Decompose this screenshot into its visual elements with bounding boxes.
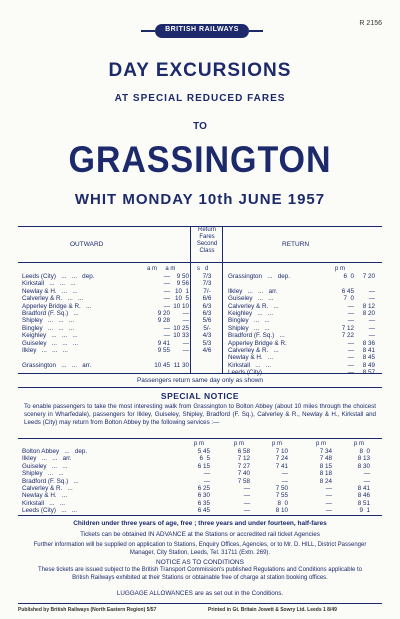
fare-value: 4/6 — [202, 347, 212, 355]
service-units: p m — [272, 441, 283, 447]
return-time: — — [347, 369, 354, 377]
fare-value: 6/3 — [202, 302, 212, 310]
outward-header: OUTWARD — [70, 241, 104, 248]
outward-station: Bingley ... ... ... — [22, 324, 75, 332]
fares-header-line: Return — [197, 227, 216, 233]
subtitle-reduced-fares: AT SPECIAL REDUCED FARES — [114, 93, 286, 104]
service-time: 6 25 — [197, 485, 210, 493]
return-stations — [228, 273, 290, 377]
printer-line: Printed in Gt. Britain Jowett & Sowry Ltd. Leeds 1 8/49 — [208, 607, 337, 613]
return-time: — — [368, 317, 375, 325]
fares-header-line: Fares — [199, 234, 215, 240]
return-time: 8 41 — [362, 347, 375, 355]
service-time: 9 1 — [359, 507, 370, 515]
service-time: 7 27 — [237, 462, 250, 470]
return-time: 8 49 — [362, 361, 375, 369]
fares-column — [194, 273, 220, 369]
outward-time: — — [182, 347, 189, 355]
return-station: Kirkstall ... ... — [228, 361, 272, 369]
return-station: Calverley & R. ... — [228, 302, 279, 310]
service-time: — — [281, 470, 288, 478]
outward-time: 9 20 — [157, 310, 170, 318]
return-time: — — [347, 354, 354, 362]
return-station: Bradford (F. Sq.) ... — [228, 332, 285, 340]
services-top-rule — [18, 438, 382, 439]
outward-time: — — [182, 317, 189, 325]
fare-value — [194, 354, 220, 361]
outward-station: Ilkley ... ... ... — [22, 347, 68, 355]
service-time: 6 45 — [197, 507, 210, 515]
services-bottom-rule — [18, 515, 382, 516]
fare-value: 5/6 — [202, 317, 212, 325]
luggage-note: LUGGAGE ALLOWANCES are as set out in the Conditions. — [116, 590, 284, 597]
outward-times-1 — [152, 273, 170, 369]
conditions-text: These tickets are issued subject to the British Transport Commission's published Regulations and Conditions applicable to British Railways exhibited at their Stations or obtainable free of charge at station booking offices. — [38, 567, 362, 581]
notice-station: Ilkley ... ... arr. — [22, 455, 72, 463]
return-time — [336, 280, 354, 287]
return-station: Keighley ... ... — [228, 310, 274, 318]
notice-top-rule — [18, 387, 382, 388]
return-station: Calverley & R. ... — [228, 347, 279, 355]
service-time: — — [363, 477, 370, 485]
table-bottom-rule — [18, 373, 382, 374]
return-time: — — [347, 361, 354, 369]
service-time: — — [325, 485, 332, 493]
notice-stations — [22, 448, 87, 515]
outward-stations — [22, 273, 94, 369]
return-time: 6 0 — [343, 273, 354, 280]
notice-station: Leeds (City) ... ... — [22, 507, 77, 515]
outward-time: — — [163, 295, 170, 303]
outward-time: — — [163, 324, 170, 332]
notice-station: Kirkstall ... ... — [22, 499, 66, 507]
return-time: — — [347, 310, 354, 318]
service-time: 7 24 — [275, 455, 288, 463]
service-time: — — [203, 470, 210, 478]
table-header-rule — [18, 262, 382, 263]
service-column — [192, 448, 210, 515]
conditions-title: NOTICE AS TO CONDITIONS — [156, 559, 244, 566]
excursion-date: WHIT MONDAY 10th JUNE 1957 — [74, 191, 326, 208]
return-station: Apperley Bridge & R. — [228, 339, 287, 347]
outward-station: Calverley & R. ... ... — [22, 295, 84, 303]
title-day-excursions: DAY EXCURSIONS — [108, 60, 292, 81]
outward-station: Grassington ... ... arr. — [22, 361, 92, 369]
return-time: 8 12 — [362, 302, 375, 310]
children-note: Children under three years of age, free ; three years and under fourteen, half-fares — [73, 520, 327, 527]
return-time: — — [368, 295, 375, 303]
fare-value: 6/6 — [202, 295, 212, 303]
service-time: 8 41 — [357, 485, 370, 493]
column-divider — [222, 226, 223, 373]
service-time: 7 12 — [237, 455, 250, 463]
special-notice-text: To enable passengers to take the most interesting walk from Grassington to Bolton Abbey (about 10 miles through the choicest scenery in Wharfedale), passengers for Ilkley, Guiseley, Shipley, Bradford (F. Sq.), Calverley & R., Newlay & H., Kirkstall and Leeds (City) may return from Bolton Abbey by the following services :— — [24, 403, 376, 427]
service-time: 8 15 — [319, 462, 332, 470]
publisher-line: Published by British Railways (North Eastern Region) 5/57 — [18, 607, 157, 613]
service-time: 7 58 — [237, 477, 250, 485]
outward-station — [22, 354, 94, 361]
service-units: p m — [194, 441, 205, 447]
outward-time: 10 33 — [173, 332, 189, 340]
return-station: Newlay & H. ... — [228, 354, 274, 362]
column-divider — [190, 226, 191, 373]
return-time: 8 36 — [362, 339, 375, 347]
fares-header-line: Class — [199, 248, 215, 254]
outward-time: 10 45 — [154, 361, 170, 369]
british-railways-logo — [141, 21, 263, 41]
return-time: 7 20 — [362, 273, 375, 280]
outward-time: — — [182, 339, 189, 347]
service-time: 7 55 — [275, 492, 288, 500]
return-time: — — [368, 324, 375, 332]
fare-value: 7/3 — [202, 273, 212, 280]
fare-value: 7/- — [203, 287, 211, 295]
return-header: RETURN — [282, 241, 310, 248]
outward-time: — — [163, 287, 170, 295]
return-time: — — [368, 332, 375, 340]
service-time: 8 13 — [357, 455, 370, 463]
return-time: 8 20 — [362, 310, 375, 318]
return-time — [357, 280, 375, 287]
service-column — [270, 448, 288, 515]
outward-time: — — [163, 332, 170, 340]
service-time: 8 24 — [319, 477, 332, 485]
outward-time: 9 28 — [157, 317, 170, 325]
outward-station: Keighley ... ... ... — [22, 332, 78, 340]
fare-value: 6/3 — [202, 310, 212, 318]
return-time: — — [347, 339, 354, 347]
outward-station: Shipley ... ... ... — [22, 317, 75, 325]
outward-time: 10 10 — [173, 302, 189, 310]
service-time: — — [281, 477, 288, 485]
service-time: — — [325, 507, 332, 515]
return-station — [228, 280, 290, 287]
logo-text: BRITISH RAILWAYS — [165, 26, 239, 33]
notice-station: Bolton Abbey ... dep. — [22, 448, 88, 455]
return-time: — — [347, 317, 354, 325]
return-time: — — [368, 287, 375, 295]
service-time: 6 58 — [237, 448, 250, 455]
fare-value — [194, 362, 220, 369]
service-column — [314, 448, 332, 515]
return-times-1 — [336, 273, 354, 377]
outward-station: Leeds (City) ... ... dep. — [22, 273, 95, 280]
notice-station: Guiseley ... ... — [22, 462, 68, 470]
outward-time: — — [163, 302, 170, 310]
notice-station: Newlay & H. ... — [22, 492, 68, 500]
fare-value: 5/3 — [202, 339, 212, 347]
destination-title: GRASSINGTON — [68, 139, 332, 180]
outward-time: — — [182, 310, 189, 318]
service-time: 6 5 — [199, 455, 210, 463]
outward-time: 11 30 — [173, 361, 189, 369]
outward-time: 9 56 — [176, 280, 189, 288]
service-time: — — [363, 470, 370, 478]
fares-header-line: Second — [196, 241, 218, 247]
notice-station: Calverley & R. ... — [22, 485, 73, 493]
tickets-note: Tickets can be obtained IN ADVANCE at the Stations or accredited rail ticket Agencies — [80, 531, 320, 538]
service-time: 8 0 — [359, 448, 370, 455]
return-note: Passengers return same day only as shown — [136, 377, 264, 384]
outward-time: 10 25 — [173, 324, 189, 332]
service-time: — — [325, 492, 332, 500]
outward-units: a m a m — [147, 266, 176, 272]
outward-station: Newlay & H. ... ... — [22, 287, 78, 295]
service-time: 7 50 — [275, 485, 288, 493]
outward-time: 10 1 — [174, 287, 189, 295]
service-time: 5 45 — [197, 448, 210, 455]
service-time: 8 18 — [319, 470, 332, 478]
outward-time: — — [163, 280, 170, 288]
service-time: 6 30 — [197, 492, 210, 500]
service-units: p m — [316, 441, 327, 447]
service-time: — — [243, 507, 250, 515]
info-note: Further information will be supplied on application to Stations, Enquiry Offices, Agencies, or to Mr. D. HILL, District Passenger Manager, City Station, Leeds, Tel. 31711 (Extn. 269). — [33, 542, 367, 556]
outward-time: 9 50 — [176, 273, 189, 280]
service-time: 7 48 — [319, 455, 332, 463]
service-time: — — [243, 485, 250, 493]
return-station: Leeds (City) ... ... — [228, 369, 283, 377]
special-notice-title: SPECIAL NOTICE — [160, 391, 240, 401]
return-time: 7 22 — [341, 332, 354, 340]
service-time: — — [243, 499, 250, 507]
outward-time: 9 55 — [157, 347, 170, 355]
return-time: — — [347, 302, 354, 310]
fare-value: 7/3 — [202, 280, 212, 288]
return-station: Guiseley ... ... — [228, 295, 274, 303]
return-time: 7 0 — [343, 295, 354, 303]
return-station: Shipley ... ... — [228, 324, 270, 332]
service-time: 8 46 — [357, 492, 370, 500]
service-column — [352, 448, 370, 515]
service-time: 8 30 — [357, 462, 370, 470]
notice-station: Shipley ... ... — [22, 470, 64, 478]
outward-times-2 — [171, 273, 189, 369]
outward-time: — — [163, 273, 170, 280]
return-time: 7 12 — [341, 324, 354, 332]
fare-value: 4/3 — [202, 332, 212, 340]
service-time: 8 0 — [277, 499, 288, 507]
service-time: 7 34 — [319, 448, 332, 455]
footer-rule — [18, 603, 382, 604]
return-station: Bingley ... ... — [228, 317, 270, 325]
outward-time: 9 41 — [157, 339, 170, 347]
service-time: 7 41 — [275, 462, 288, 470]
outward-station: Apperley Bridge & R. ... — [22, 302, 92, 310]
service-time: — — [203, 477, 210, 485]
notice-station: Bradford (F. Sq.) ... — [22, 477, 79, 485]
outward-station: Bradford (F. Sq.) ... — [22, 310, 79, 318]
return-time: 8 57 — [362, 369, 375, 377]
service-time: 7 10 — [275, 448, 288, 455]
reference-number: R 2156 — [359, 20, 382, 27]
subtitle-to: TO — [193, 121, 207, 132]
service-time: 6 15 — [197, 462, 210, 470]
service-column — [232, 448, 250, 515]
outward-station: Kirkstall ... ... ... — [22, 280, 76, 288]
service-time: 8 51 — [357, 499, 370, 507]
return-time: 6 45 — [341, 287, 354, 295]
service-time: 7 40 — [237, 470, 250, 478]
service-time: — — [243, 492, 250, 500]
return-station: Grassington ... dep. — [228, 273, 290, 280]
return-times-2 — [357, 273, 375, 377]
service-time: 6 35 — [197, 499, 210, 507]
service-units: p m — [354, 441, 365, 447]
service-units: p m — [234, 441, 245, 447]
fares-header — [192, 227, 222, 255]
fare-value: 5/- — [203, 324, 211, 332]
outward-time — [171, 354, 189, 361]
service-time: — — [325, 499, 332, 507]
return-time: 8 45 — [362, 354, 375, 362]
outward-time: 10 5 — [174, 295, 189, 303]
return-station: Ilkley ... ... arr. — [228, 287, 278, 295]
outward-station: Guiseley ... ... ... — [22, 339, 78, 347]
fare-units: s d — [197, 266, 209, 272]
return-units: p m — [335, 266, 346, 272]
service-time: 8 10 — [275, 507, 288, 515]
outward-time — [152, 354, 170, 361]
return-time: — — [347, 347, 354, 355]
